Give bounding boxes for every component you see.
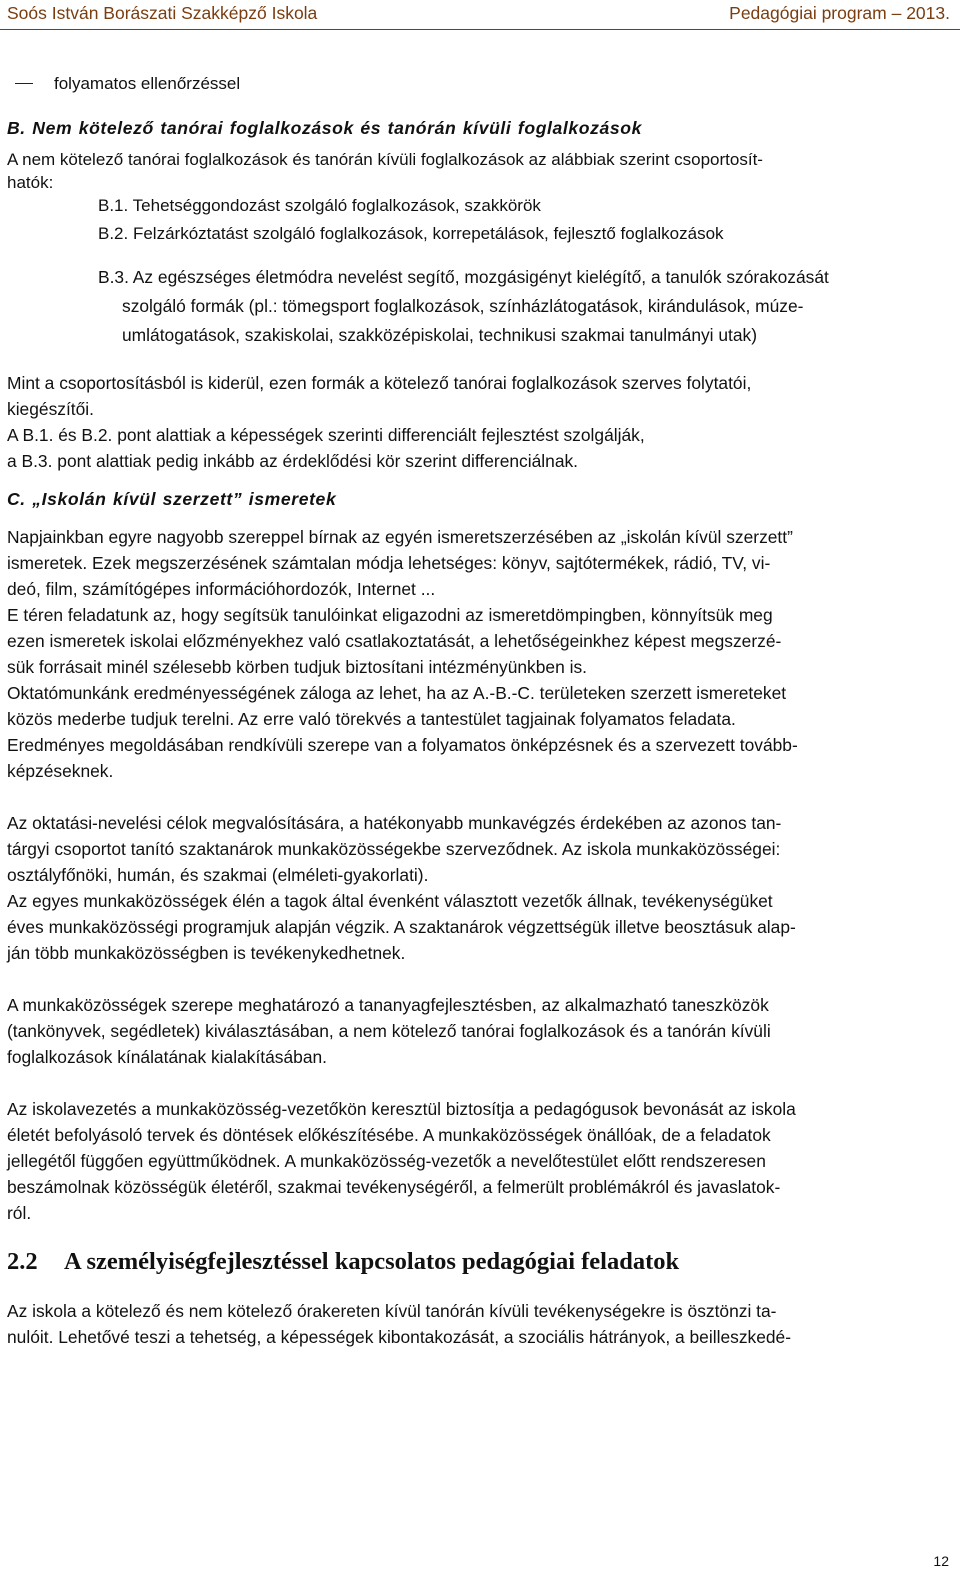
paragraph-personality-development [7, 1298, 953, 1350]
list-item-b3 [7, 264, 953, 348]
text-line: tárgyi csoportot tanító szaktanárok munkaközösségekbe szerveződnek. Az iskola munkaközösségei: [7, 839, 781, 859]
text-line: E téren feladatunk az, hogy segítsük tanulóinkat eligazodni az ismeretdömpingben, könnyítsük meg [7, 605, 773, 625]
section-title: A személyiségfejlesztéssel kapcsolatos pedagógiai feladatok [64, 1248, 680, 1275]
text-line: deó, film, számítógépes információhordozók, Internet ... [7, 579, 436, 599]
text-line: Az iskola a kötelező és nem kötelező órakereten kívül tanórán kívüli tevékenységekre is ösztönzi ta- [7, 1301, 777, 1321]
dash-list-item [15, 71, 953, 97]
page-number: 12 [933, 1553, 949, 1569]
text-line: kiegészítői. [7, 399, 94, 419]
text-line: ján több munkaközösségben is tevékenykedhetnek. [7, 943, 406, 963]
text-line: hatók: [7, 173, 54, 192]
text-line: éves munkaközösségi programjuk alapján végzik. A szaktanárok végzettségük illetve beosztásuk alap- [7, 917, 796, 937]
header-document-title: Pedagógiai program – 2013. [729, 3, 950, 23]
dash-bullet-icon [15, 83, 33, 84]
text-line: umlátogatások, szakiskolai, szakközépiskolai, technikusi szakmai tanulmányi utak) [122, 325, 758, 345]
text-line: A B.1. és B.2. pont alattiak a képességek szerinti differenciált fejlesztést szolgálják, [7, 425, 645, 445]
paragraph-external-knowledge [7, 524, 953, 784]
text-line: foglalkozások kínálatának kialakításában. [7, 1047, 327, 1067]
text-line: ismeretek. Ezek megszerzésének számtalan módja lehetséges: könyv, sajtótermékek, rádió, TV, vi- [7, 553, 771, 573]
text-line: Az egyes munkaközösségek élén a tagok által évenként választott vezetők állnak, tevékenységüket [7, 891, 773, 911]
header-school-name: Soós István Borászati Szakképző Iskola [7, 3, 318, 23]
section-b-intro [7, 147, 953, 196]
text-line: (tankönyvek, segédletek) kiválasztásában, a nem kötelező tanórai foglalkozások és a tanórán kívüli [7, 1021, 771, 1041]
list-item-b1: B.1. Tehetséggondozást szolgáló foglalkozások, szakkörök [98, 196, 541, 215]
paragraph-school-management [7, 1096, 953, 1226]
text-line: a B.3. pont alattiak pedig inkább az érdeklődési kör szerint differenciálnak. [7, 451, 579, 471]
text-line: Az oktatási-nevelési célok megvalósítására, a hatékonyabb munkavégzés érdekében az azonos tan- [7, 813, 782, 833]
text-line: képzéseknek. [7, 761, 114, 781]
document-body [7, 71, 953, 1350]
text-line: közös mederbe tudjuk terelni. Az erre való törekvés a tantestület tagjainak folyamatos feladata. [7, 709, 736, 729]
list-item-b2: B.2. Felzárkóztatást szolgáló foglalkozások, korrepetálások, fejlesztő foglalkozások [98, 224, 724, 243]
text-line: Az iskolavezetés a munkaközösség-vezetőkön keresztül biztosítja a pedagógusok bevonását az iskola [7, 1099, 796, 1119]
text-line: ezen ismeretek iskolai előzményekhez való csatlakoztatását, a lehetőségeinkhez képest megszerzé- [7, 631, 782, 651]
paragraph-grouping-summary [7, 370, 953, 474]
dash-item-text: folyamatos ellenőrzéssel [54, 74, 241, 93]
section-b-heading: B. Nem kötelező tanórai foglalkozások és tanórán kívüli foglalkozások [7, 118, 643, 138]
section-c-heading: C. „Iskolán kívül szerzett” ismeretek [7, 489, 337, 509]
text-line: A munkaközösségek szerepe meghatározó a tananyagfejlesztésben, az alkalmazható taneszközök [7, 995, 769, 1015]
text-line: Oktatómunkánk eredményességének záloga az lehet, ha az A.-B.-C. területeken szerzett ismereteket [7, 683, 787, 703]
paragraph-work-communities [7, 810, 953, 966]
text-line: B.3. Az egészséges életmódra nevelést segítő, mozgásigényt kielégítő, a tanulók szórakozását [98, 267, 829, 287]
text-line: A nem kötelező tanórai foglalkozások és tanórán kívüli foglalkozások az alábbiak szerint csoportosít- [7, 150, 763, 169]
section-2-2-heading [7, 1246, 953, 1278]
section-number: 2.2 [7, 1248, 38, 1275]
text-line: osztályfőnöki, humán, és szakmai (elméleti-gyakorlati). [7, 865, 429, 885]
text-line: jellegétől függően együttműködnek. A munkaközösség-vezetők a nevelőtestület előtt rendszeresen [7, 1151, 766, 1171]
header-divider [0, 29, 960, 30]
text-line: nulóit. Lehetővé teszi a tehetség, a képességek kibontakozását, a szociális hátrányok, a beilleszkedé- [7, 1327, 792, 1347]
text-line: Mint a csoportosításból is kiderül, ezen formák a kötelező tanórai foglalkozások szerves folytatói, [7, 373, 752, 393]
paragraph-community-role [7, 992, 953, 1070]
text-line: ról. [7, 1203, 32, 1223]
text-line: életét befolyásoló tervek és döntések előkészítésébe. A munkaközösségek önállóak, de a feladatok [7, 1125, 771, 1145]
text-line: Napjainkban egyre nagyobb szereppel bírnak az egyén ismeretszerzésében az „iskolán kívül szerzett” [7, 527, 793, 547]
text-line: sük forrásait minél szélesebb körben tudjuk biztosítani intézményünkben is. [7, 657, 587, 677]
text-line: szolgáló formák (pl.: tömegsport foglalkozások, színházlátogatások, kirándulások, múze- [122, 296, 804, 316]
text-line: Eredményes megoldásában rendkívüli szerepe van a folyamatos önképzésnek és a szervezett tovább- [7, 735, 798, 755]
text-line: beszámolnak közösségük életéről, szakmai tevékenységéről, a felmerült problémákról és javaslatok- [7, 1177, 781, 1197]
